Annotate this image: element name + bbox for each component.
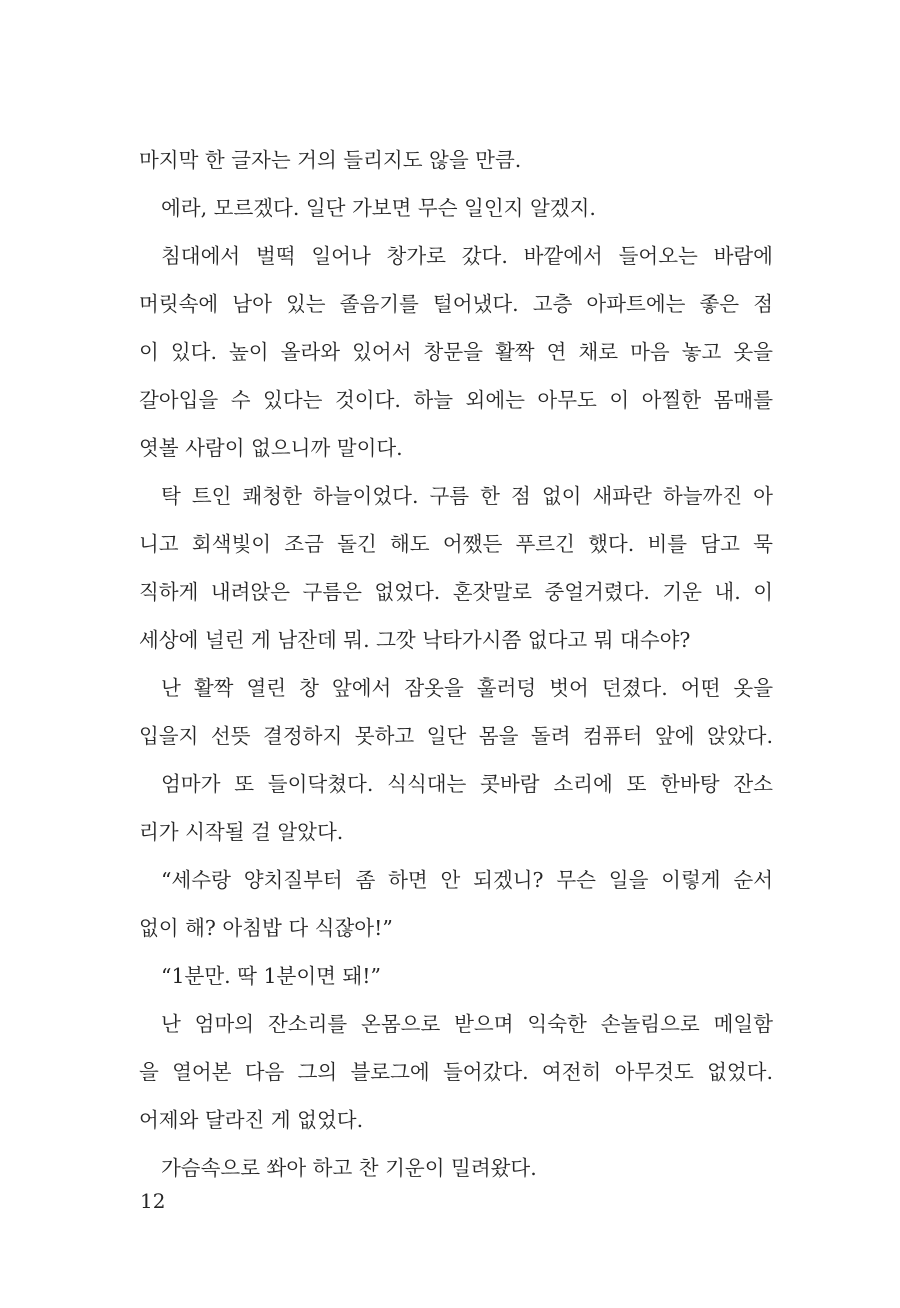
text-line: 어제와 달라진 게 없었다.	[139, 1108, 364, 1132]
page-number: 12	[140, 1189, 166, 1213]
text-line: 엄마가 또 들이닥쳤다. 식식대는 콧바람 소리에 또 한바탕 잔소	[161, 772, 773, 796]
text-line: “세수랑 양치질부터 좀 하면 안 되겠니? 무슨 일을 이렇게 순서	[161, 868, 773, 892]
text-line: 입을지 선뜻 결정하지 못하고 일단 몸을 돌려 컴퓨터 앞에 앉았다.	[139, 724, 773, 748]
text-line: 없이 해? 아침밥 다 식잖아!”	[139, 916, 393, 940]
text-line: 머릿속에 남아 있는 졸음기를 털어냈다. 고층 아파트에는 좋은 점	[139, 292, 773, 316]
text-line: 을 열어본 다음 그의 블로그에 들어갔다. 여전히 아무것도 없었다.	[139, 1060, 773, 1084]
text-line: 탁 트인 쾌청한 하늘이었다. 구름 한 점 없이 새파란 하늘까진 아	[161, 484, 773, 508]
text-line: 갈아입을 수 있다는 것이다. 하늘 외에는 아무도 이 아찔한 몸매를	[139, 388, 773, 412]
text-line: 침대에서 벌떡 일어나 창가로 갔다. 바깥에서 들어오는 바람에	[161, 244, 773, 268]
text-line: 니고 회색빛이 조금 돌긴 해도 어쨌든 푸르긴 했다. 비를 담고 묵	[139, 532, 773, 556]
text-line: 리가 시작될 걸 알았다.	[139, 820, 344, 844]
text-line: 난 활짝 열린 창 앞에서 잠옷을 훌러덩 벗어 던졌다. 어떤 옷을	[161, 676, 773, 700]
text-line: 에라, 모르겠다. 일단 가보면 무슨 일인지 알겠지.	[161, 196, 596, 220]
body-text	[139, 136, 773, 1192]
text-line: 가슴속으로 쏴아 하고 찬 기운이 밀려왔다.	[161, 1156, 537, 1180]
text-line: “1분만. 딱 1분이면 돼!”	[161, 964, 381, 988]
text-line: 직하게 내려앉은 구름은 없었다. 혼잣말로 중얼거렸다. 기운 내. 이	[139, 580, 773, 604]
text-line: 마지막 한 글자는 거의 들리지도 않을 만큼.	[139, 148, 522, 172]
text-line: 엿볼 사람이 없으니까 말이다.	[139, 436, 403, 460]
text-line: 난 엄마의 잔소리를 온몸으로 받으며 익숙한 손놀림으로 메일함	[161, 1012, 773, 1036]
text-line: 세상에 널린 게 남잔데 뭐. 그깟 낙타가시쯤 없다고 뭐 대수야?	[139, 628, 691, 652]
text-line: 이 있다. 높이 올라와 있어서 창문을 활짝 연 채로 마음 놓고 옷을	[139, 340, 773, 364]
